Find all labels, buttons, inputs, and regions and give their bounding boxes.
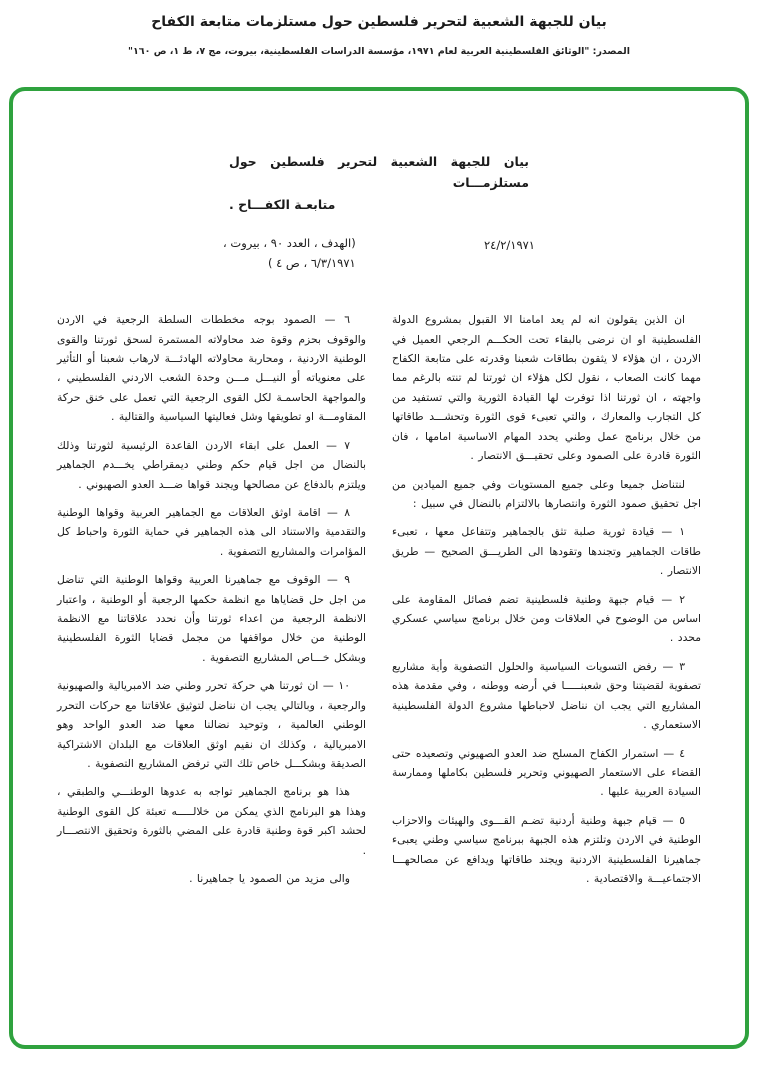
journal-citation-line2: ٦/٣/١٩٧١ ، ص ٤ ) — [267, 256, 356, 271]
scanned-document-frame — [9, 87, 749, 1049]
column-right — [392, 310, 701, 897]
paragraph: ان الذين يقولون انه لم يعد امامنا الا القبول بمشروع الدولة الفلسطينية او ان نرضى بالبقاء تحت الحكـــم الرجعي العميل في الاردن ، ان هؤلاء لا يثقون بطاقات شعبنا وقدرته على متابعة الكفاح مهما كانت الصعاب ، نقول لكل هؤلاء ان ثورتنا لم تنته بالرغم مما واجهته ، ان ثورتنا اذا توفرت لها القيادة الثورية والتي تستفيد من كل التجارب والمعارك ، والتي تعبىء قوى الثورة وتحشـــد طاقاتها من خلال برنامج عمل وطني يحدد المهام الاساسية امامها ، فان الثورة قادرة على الصمود وعلى تحقيـــق الانتصار . — [392, 313, 701, 463]
document-title-line2: متابعـة الكفـــاح . — [229, 196, 336, 212]
paragraph: ١ — قيادة ثورية صلبة تثق بالجماهير وتتفاعل معها ، تعبىء طاقات الجماهير وتجندها وتقودها الى الطريـــق الصحيح — طريق الانتصار . — [392, 525, 701, 578]
paragraph: ٩ — الوقوف مع جماهيرنا العربية وقواها الوطنية التي تناضل من اجل حل قضاياها مع انظمة حكمها الرجعية أو الوطنية ، واعتبار الانظمة الرجعية من اعداء ثورتنا وأن نحدد علاقاتنا مع الانظمة الوطنية من خلال مواقفها من مجمل قضايا الثورة الفلسطينية وبشكل خـــاص المشاريع التصفوية . — [57, 573, 366, 664]
document-columns — [57, 310, 701, 897]
document-title-line1: بيان للجبهة الشعبية لتحرير فلسطين حول مستلزمـــات — [229, 154, 529, 191]
paragraph: والى مزيد من الصمود يا جماهيرنا . — [189, 872, 350, 886]
page-title: بيان للجبهة الشعبية لتحرير فلسطين حول مستلزمات متابعة الكفاح — [151, 14, 607, 30]
paragraph: ٦ — الصمود بوجه مخططات السلطة الرجعية في الاردن والوقوف بحزم وقوة ضد محاولاته المستمرة لسحق ثورتنا والقوى الوطنية الاردنية ، ومحاربة محاولاته الهادئـــة لارهاب شعبنا أو التأثير على معنوياته أو النيـــل مـــن وحدة الشعب الاردني الفلسطيني ، والمواجهة الحاسمـة لكل القوى الرجعية التي تعمل على خنق حركة المقاومـــة او تطويقها وشل فعاليتها السياسية والقتالية . — [57, 313, 366, 424]
paragraph: لنتناضل جميعا وعلى جميع المستويات وفي جميع الميادين من اجل تحقيق صمود الثورة وانتصارها بالالتزام بالنضال في سبيل : — [392, 477, 701, 510]
paragraph: هذا هو برنامج الجماهير تواجه به عدوها الوطنـــي والطبقي ، وهذا هو البرنامج الذي يمكن من خلالـــــه تعبئة كل القوى الوطنية لحشد اكبر قوة وطنية قادرة على المضي بالثورة وتحقيق الانتصـــار . — [57, 785, 366, 857]
paragraph: ٨ — اقامة اوثق العلاقات مع الجماهير العربية وقواها الوطنية والتقدمية والاستناد الى هذه الجماهير في حماية الثورة واحباط كل المؤامرات والمشاريع التصفوية . — [57, 505, 366, 558]
column-left — [57, 310, 366, 897]
paragraph: ٢ — قيام جبهة وطنية فلسطينية تضم فصائل المقاومة على اساس من الوضوح في العلاقات ومن خلال برنامج سياسي عسكري محدد . — [392, 592, 701, 645]
paragraph: ٤ — استمرار الكفاح المسلح ضد العدو الصهيوني وتصعيده حتى القضاء على الاستعمار الصهيوني وتحرير فلسطين بكاملها وممارسة السيادة العربية عليها . — [392, 746, 701, 799]
journal-citation — [223, 233, 356, 274]
page-header — [0, 0, 758, 57]
document-body — [13, 91, 745, 898]
paragraph: ٣ — رفض التسويات السياسية والحلول التصفوية وأية مشاريع تصفوية لقضيتنا وحق شعبنـــــا في أرضه ووطنه ، وفي مقدمة هذه المشاريع التي يجب ان نناضل لاحباطها مشروع الدولة الفلسطينية الاستعماري . — [392, 659, 701, 732]
journal-citation-line1: (الهدف ، العدد ٩٠ ، بيروت ، — [223, 235, 356, 250]
document-date: ٢٤/٢/١٩٧١ — [484, 237, 535, 252]
source-citation: المصدر: "الوثائق الفلسطينية العربية لعام ١٩٧١، مؤسسة الدراسات الفلسطينية، بيروت، مج ٧، ط ١، ص ١٦٠" — [128, 46, 630, 57]
paragraph: ٥ — قيام جبهة وطنية أردنية تضـم القـــوى والهيئات والاحزاب الوطنية في الاردن وتلتزم هذه الجبهة ببرنامج سياسي وطني يعبىء جماهيرنا الفلسطينية الاردنية ويجند طاقاتها ويدافع عن مصالحهـــا الاجتماعيـــة والاقتصادية . — [392, 813, 701, 886]
paragraph: ٧ — العمل على ابقاء الاردن القاعدة الرئيسية لثورتنا وذلك بالنضال من اجل قيام حكم وطني ديمقراطي يخـــدم الجماهير ويلتزم بالدفاع عن مصالحها ويجند قواها ضـــد العدو الصهيوني . — [57, 438, 366, 491]
document-title — [229, 151, 529, 215]
paragraph: ١٠ — ان ثورتنا هي حركة تحرر وطني ضد الامبريالية والصهيونية والرجعية ، وبالتالي يجب ان نناضل لتوثيق علاقاتنا مع حركات التحرر الوطني العالمية ، وتوحيد نضالنا معها ضد العدو الواحد وهو الامبريالية ، وكذلك ان نقيم اوثق العلاقات مع البلدان الاشتراكية الصديقة وبشكـــل خاص تلك التي ترفض المشاريع التصفوية . — [57, 679, 366, 770]
document-meta — [223, 233, 535, 274]
